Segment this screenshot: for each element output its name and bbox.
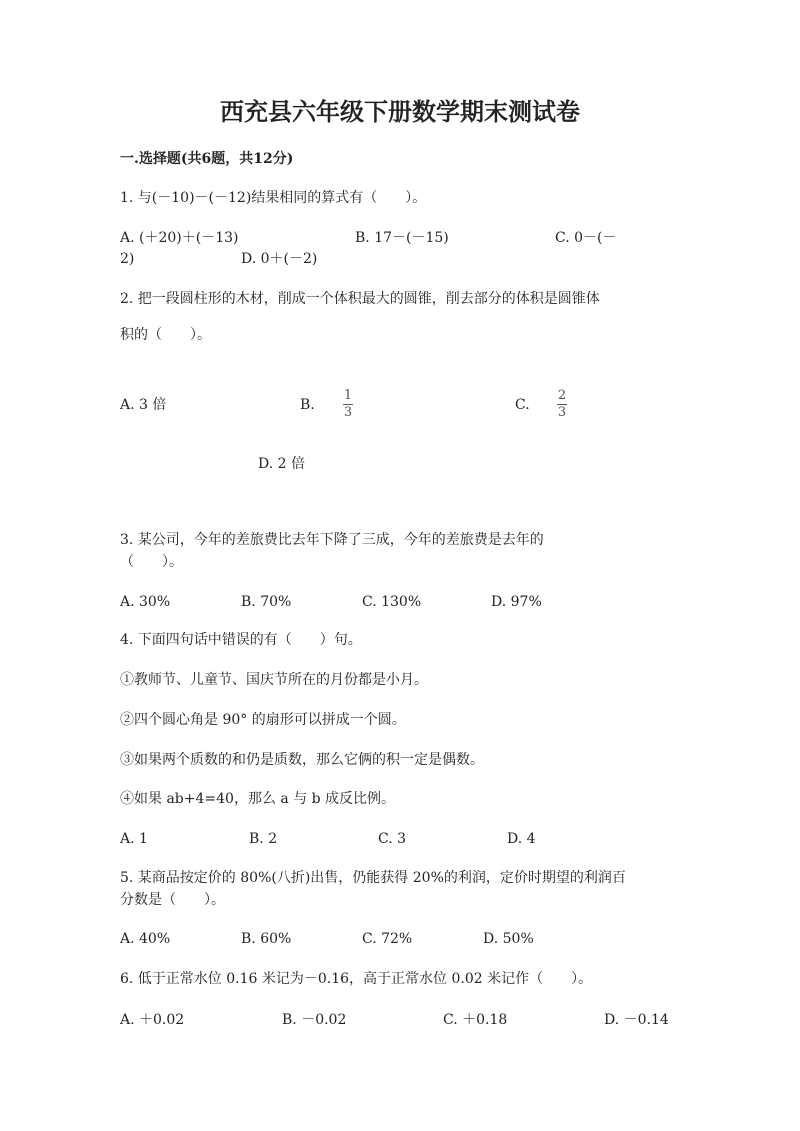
question-4-statement-3: ③如果两个质数的和仍是质数，那么它俩的积一定是偶数。: [120, 752, 484, 768]
question-2-option-d: D. 2 倍: [258, 456, 305, 472]
question-5-stem-line-1: 5. 某商品按定价的 80%(八折)出售，仍能获得 20%的利润，定价时期望的利润百: [120, 870, 626, 886]
question-2-option-b-fraction: [343, 389, 353, 420]
question-3-option-d: D. 97%: [491, 594, 542, 610]
question-3-option-a: A. 30%: [120, 594, 171, 610]
question-5-stem-line-2: 分数是（ ）。: [120, 892, 225, 908]
question-4-statement-2: ②四个圆心角是 90° 的扇形可以拼成一个圆。: [120, 712, 406, 728]
question-5-option-d: D. 50%: [483, 931, 534, 947]
question-6-option-d: D. －0.14: [604, 1012, 669, 1028]
fraction-numerator: 2: [557, 388, 567, 403]
question-1-option-c: C. 0－(－: [555, 230, 617, 246]
question-2-option-c-fraction: [557, 389, 567, 420]
question-4-statement-1: ①教师节、儿童节、国庆节所在的月份都是小月。: [120, 672, 428, 688]
question-2-option-b: B.: [300, 397, 315, 413]
question-2-stem-line-1: 2. 把一段圆柱形的木材，削成一个体积最大的圆锥，削去部分的体积是圆锥体: [120, 291, 600, 307]
question-3-stem-line-2: （ ）。: [120, 554, 183, 570]
question-6-stem: 6. 低于正常水位 0.16 米记为－0.16，高于正常水位 0.02 米记作（ ）。: [120, 971, 593, 987]
section-heading: 一.选择题(共6题，共12分): [120, 151, 294, 167]
question-2-stem-line-2: 积的（ ）。: [120, 327, 211, 343]
question-2-option-a: A. 3 倍: [120, 397, 167, 413]
question-5-option-b: B. 60%: [241, 931, 292, 947]
question-1-option-b: B. 17－(－15): [355, 230, 449, 246]
question-4-statement-4: ④如果 ab+4=40，那么 a 与 b 成反比例。: [120, 791, 396, 807]
question-4-option-d: D. 4: [507, 831, 536, 847]
question-4-stem: 4. 下面四句话中错误的有（ ）句。: [120, 632, 362, 648]
question-2-option-c: C.: [515, 397, 530, 413]
question-4-option-c: C. 3: [378, 831, 407, 847]
page-title: 西充县六年级下册数学期末测试卷: [220, 97, 580, 126]
question-3-option-b: B. 70%: [241, 594, 292, 610]
fraction-numerator: 1: [343, 388, 353, 403]
question-4-option-a: A. 1: [120, 831, 148, 847]
fraction-denominator: 3: [343, 405, 353, 420]
question-6-option-a: A. ＋0.02: [120, 1012, 185, 1028]
question-3-option-c: C. 130%: [362, 594, 422, 610]
question-6-option-b: B. －0.02: [282, 1012, 347, 1028]
question-3-stem-line-1: 3. 某公司，今年的差旅费比去年下降了三成，今年的差旅费是去年的: [120, 532, 544, 548]
question-1-stem: 1. 与(－10)－(－12)结果相同的算式有（ ）。: [120, 190, 427, 206]
question-1-option-d: D. 0＋(－2): [241, 251, 318, 267]
question-5-option-c: C. 72%: [362, 931, 413, 947]
question-5-option-a: A. 40%: [120, 931, 171, 947]
question-1-option-a: A. (＋20)＋(－13): [120, 230, 239, 246]
question-1-option-c-continued: 2): [120, 251, 135, 267]
fraction-denominator: 3: [557, 405, 567, 420]
question-6-option-c: C. ＋0.18: [443, 1012, 508, 1028]
question-4-option-b: B. 2: [249, 831, 278, 847]
